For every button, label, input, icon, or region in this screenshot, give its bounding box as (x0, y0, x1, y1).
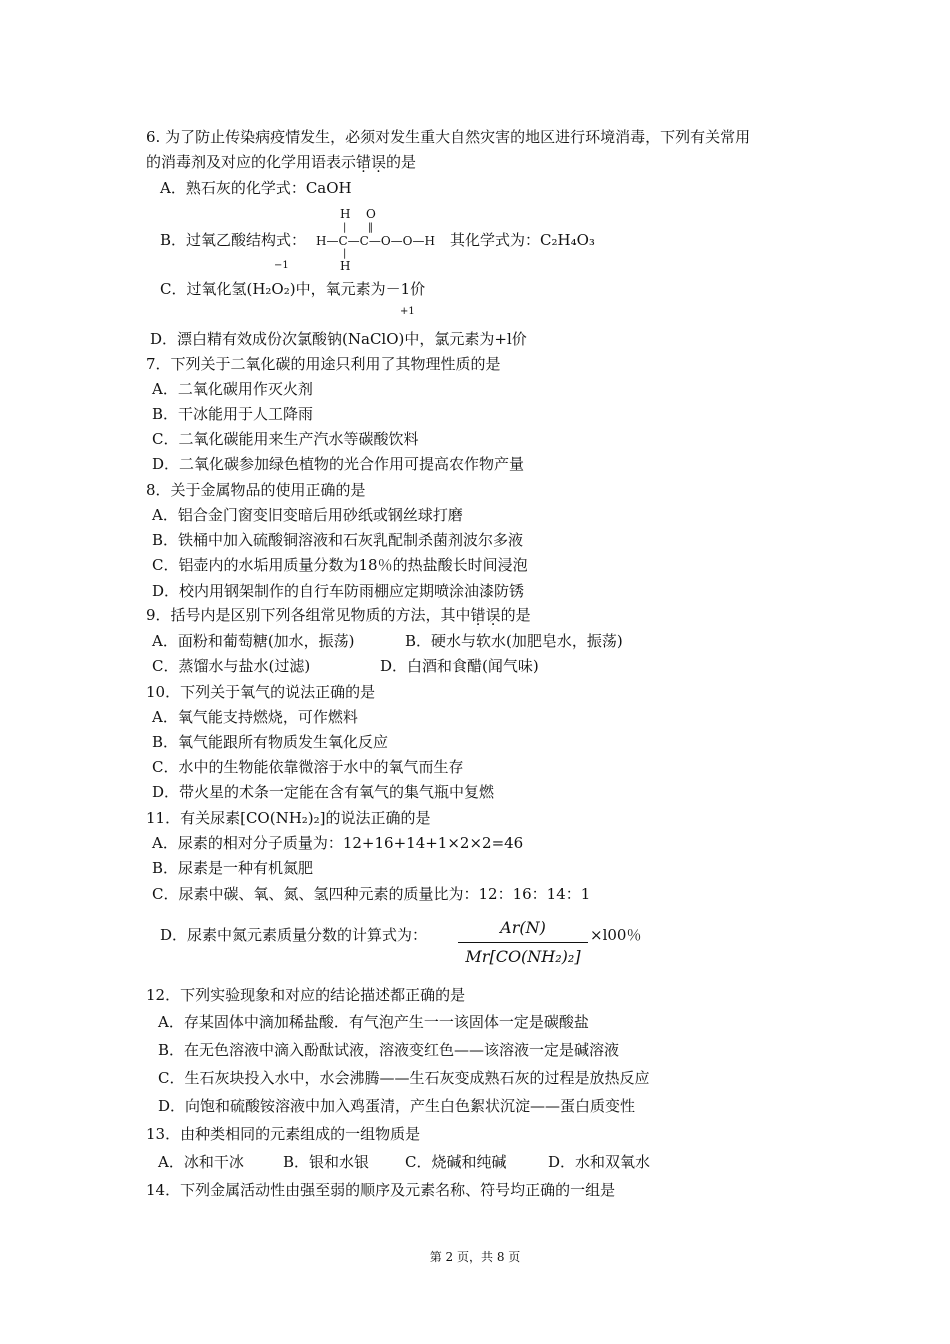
q14-stem: 14．下列金属活动性由强至弱的顺序及元素名称、符号均正确的一组是 (146, 1181, 616, 1199)
q9-option-b: B．硬水与软水(加肥皂水，振荡) (405, 632, 623, 650)
peracetic-acid-structure: H O | ‖ H—C—C—O—O—H | H (316, 207, 435, 273)
q11-option-c: C．尿素中碳、氧、氮、氢四种元素的质量比为：12：16：14：1 (152, 885, 591, 903)
q6-option-b-formula: 其化学式为：C₂H₄O₃ (450, 231, 595, 249)
q7-option-a: A．二氧化碳用作灭火剂 (152, 380, 313, 398)
fraction-suffix: ×l00％ (590, 926, 642, 944)
q11-stem: 11．有关尿素[CO(NH₂)₂]的说法正确的是 (146, 809, 431, 827)
q12-option-d: D．向饱和硫酸铵溶液中加入鸡蛋清，产生白色絮状沉淀——蛋白质变性 (158, 1097, 636, 1115)
q13-option-b: B．银和水银 (283, 1153, 370, 1171)
q8-stem: 8．关于金属物品的使用正确的是 (146, 481, 366, 499)
q6-option-c-oxidation-state: −1 (274, 260, 289, 271)
q6-stem-line2: 的消毒剂及对应的化学用语表示错误的是 (146, 153, 417, 171)
fraction-numerator: Ar(N) (458, 918, 588, 943)
q7-option-d: D．二氧化碳参加绿色植物的光合作用可提高农作物产量 (152, 455, 525, 473)
q6-option-b-label: B．过氧乙酸结构式： (160, 231, 307, 249)
q12-option-c: C．生石灰块投入水中，水会沸腾——生石灰变成熟石灰的过程是放热反应 (158, 1069, 650, 1087)
q12-stem: 12．下列实验现象和对应的结论描述都正确的是 (146, 986, 466, 1004)
q10-option-d: D．带火星的术条一定能在含有氧气的集气瓶中复燃 (152, 783, 495, 801)
nitrogen-mass-fraction (458, 918, 588, 966)
q7-stem: 7．下列关于二氧化碳的用途只利用了其物理性质的是 (146, 355, 501, 373)
q10-option-b: B．氧气能跟所有物质发生氧化反应 (152, 733, 389, 751)
q6-option-a: A．熟石灰的化学式：CaOH (160, 179, 352, 197)
q13-option-a: A．冰和干冰 (158, 1153, 244, 1171)
q13-option-c: C．烧碱和纯碱 (405, 1153, 507, 1171)
q9-option-a: A．面粉和葡萄糖(加水，振荡) (152, 632, 355, 650)
q12-option-a: A．存某固体中滴加稀盐酸．有气泡产生一一该固体一定是碳酸盐 (158, 1013, 589, 1031)
q13-option-d: D．水和双氧水 (548, 1153, 651, 1171)
q10-option-c: C．水中的生物能依靠微溶于水中的氧气而生存 (152, 758, 464, 776)
q11-option-a: A．尿素的相对分子质量为：12+16+14+1×2×2=46 (152, 834, 524, 852)
q10-stem: 10．下列关于氧气的说法正确的是 (146, 683, 376, 701)
q9-stem: 9．括号内是区别下列各组常见物质的方法，其中错误的是 (146, 606, 531, 624)
q12-option-b: B．在无色溶液中滴入酚酞试液，溶液变红色——该溶液一定是碱溶液 (158, 1041, 620, 1059)
q6-option-d: D．漂白精有效成份次氯酸钠(NaClO)中，氯元素为+l价 (150, 330, 527, 348)
fraction-denominator: Mr[CO(NH₂)₂] (465, 947, 581, 966)
q7-option-c: C．二氧化碳能用来生产汽水等碳酸饮料 (152, 430, 419, 448)
q9-option-d: D．白酒和食醋(闻气味) (380, 657, 539, 675)
q11-option-d: D．尿素中氮元素质量分数的计算式为： (160, 926, 428, 944)
q6-option-c: C．过氧化氢(H₂O₂)中，氧元素为－1价 (160, 280, 426, 298)
q8-option-d: D．校内用钢架制作的自行车防雨棚应定期喷涂油漆防锈 (152, 582, 525, 600)
q8-option-a: A．铝合金门窗变旧变暗后用砂纸或钢丝球打磨 (152, 506, 463, 524)
q13-stem: 13．由种类相同的元素组成的一组物质是 (146, 1125, 421, 1143)
q6-stem-line1: 6. 为了防止传染病疫情发生，必须对发生重大自然灾害的地区进行环境消毒，下列有关常用 (146, 128, 751, 146)
q10-option-a: A．氧气能支持燃烧，可作燃料 (152, 708, 358, 726)
q6-option-d-oxidation-state: +1 (400, 306, 415, 317)
q8-option-c: C．铝壶内的水垢用质量分数为18％的热盐酸长时间浸泡 (152, 556, 528, 574)
q8-option-b: B．铁桶中加入硫酸铜溶液和石灰乳配制杀菌剂波尔多液 (152, 531, 524, 549)
q11-option-b: B．尿素是一种有机氮肥 (152, 859, 314, 877)
q7-option-b: B．干冰能用于人工降雨 (152, 405, 314, 423)
page-footer: 第 2 页，共 8 页 (429, 1250, 521, 1264)
q9-option-c: C．蒸馏水与盐水(过滤) (152, 657, 311, 675)
